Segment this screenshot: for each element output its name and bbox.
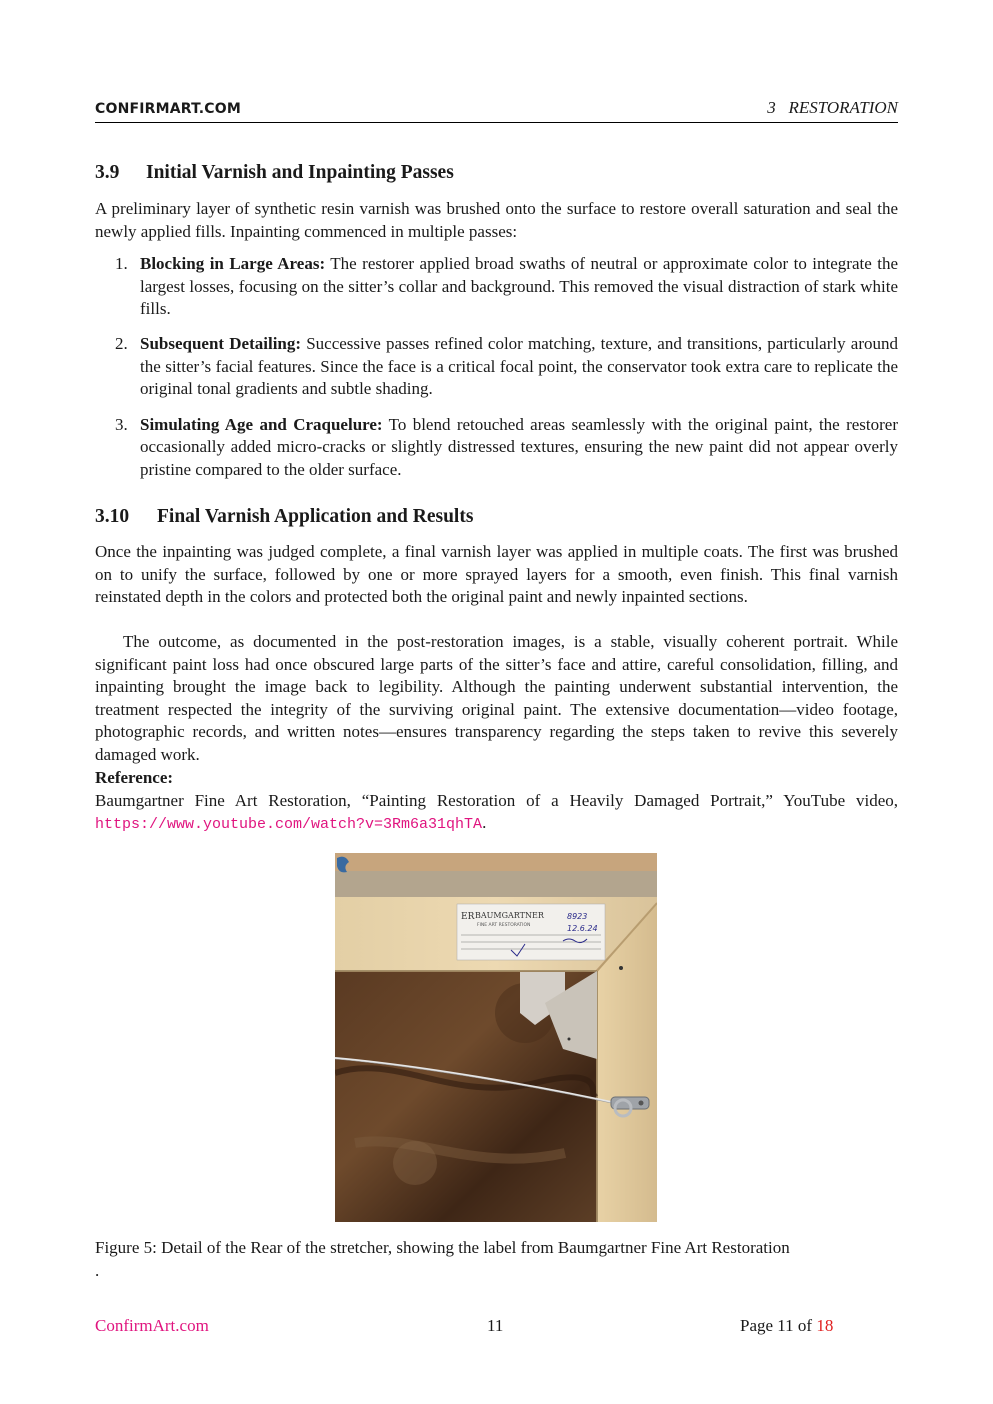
- running-header: [95, 98, 898, 123]
- list-number: 1.: [115, 254, 128, 273]
- footer-page-count: [740, 1316, 833, 1336]
- header-section: 3 RESTORATION: [767, 98, 898, 117]
- step-heading: Simulating Age and Craquelure:: [140, 414, 383, 434]
- reference-link[interactable]: https://www.youtube.com/watch?v=3Rm6a31qhTA: [95, 816, 483, 834]
- footer-page-number: 11: [487, 1316, 504, 1335]
- figure-caption: [95, 1237, 898, 1282]
- label-number: 8923: [567, 912, 588, 921]
- section-number: 3.9: [95, 162, 120, 183]
- reference-text: Baumgartner Fine Art Restoration, “Painting Restoration of a Heavily Damaged Portrait,” YouTube video,: [95, 790, 898, 810]
- inpainting-steps-list: [95, 253, 898, 494]
- section-heading-3-10: [95, 506, 473, 528]
- stretcher-rear-photo: [335, 853, 657, 1222]
- label-sub-text: FINE ART RESTORATION: [477, 923, 531, 928]
- list-item: [95, 253, 898, 321]
- intro-paragraph: A preliminary layer of synthetic resin varnish was brushed onto the surface to restore overall saturation and seal the newly applied fills. Inpainting commenced in multiple passes:: [95, 199, 898, 241]
- header-logo: CONFIRMART.COM: [95, 101, 242, 117]
- step-body: To blend retouched areas seamlessly with the original paint, the restorer occasionally added micro-cracks or slightly distressed textures, ensuring the new paint did not appear overly pristine compared to the older surface.: [140, 414, 898, 479]
- label-brand-text: BAUMGARTNER: [475, 911, 544, 920]
- section-heading-3-9: [95, 162, 454, 184]
- results-paragraph-2: The outcome, as documented in the post-restoration images, is a stable, visually coherent portrait. While significant paint loss had once obscured large parts of the sitter’s face and attire, careful consolidation, filling, and inpainting brought the image back to legibility. Although the painting underwent substantial intervention, the treatment respected the integrity of the surviving original paint. The extensive documentation—video footage, photographic records, and written notes—ensures transparency regarding the steps taken to revive this severely damaged work.: [95, 632, 898, 764]
- list-number: 3.: [115, 414, 128, 434]
- caption-end: .: [95, 1260, 100, 1280]
- reference-end: .: [482, 813, 487, 833]
- section-title: Initial Varnish and Inpainting Passes: [146, 162, 454, 183]
- list-number: 2.: [115, 334, 128, 354]
- label-date: 12.6.24: [567, 924, 598, 933]
- reference-label: Reference:: [95, 768, 174, 787]
- list-item: [95, 333, 898, 401]
- results-paragraph-1: Once the inpainting was judged complete, a final varnish layer was applied in multiple coats. The first was brushed on to unify the surface, followed by one or more sprayed layers for a smooth, even finish. This final varnish reinstated depth in the colors and protected both the original paint and newly inpainted sections.: [95, 542, 898, 607]
- step-body: Successive passes refined color matching, texture, and transitions, particularly around the sitter’s facial features. Since the face is a critical focal point, the conservator took extra care to replicate the original tonal gradients and subtle shading.: [140, 334, 898, 399]
- section-number: 3.10: [95, 506, 130, 527]
- step-body: The restorer applied broad swaths of neutral or approximate color to integrate the largest losses, focusing on the sitter’s collar and background. This removed the visual distraction of stark white fills.: [140, 254, 898, 319]
- step-heading: Subsequent Detailing:: [140, 334, 302, 354]
- step-heading: Blocking in Large Areas:: [140, 254, 326, 273]
- section-title: Final Varnish Application and Results: [157, 506, 474, 527]
- reference-block: [95, 767, 898, 837]
- list-item: [95, 414, 898, 482]
- footer-site-link[interactable]: ConfirmArt.com: [95, 1316, 209, 1335]
- label-brand: ER: [461, 912, 475, 922]
- caption-text: Figure 5: Detail of the Rear of the stretcher, showing the label from Baumgartner Fine Art Restoration: [95, 1238, 790, 1257]
- page-total-link[interactable]: 18: [816, 1316, 834, 1335]
- page-prefix: Page 11 of: [740, 1316, 817, 1335]
- stretcher-photo-illustration: [335, 853, 657, 1222]
